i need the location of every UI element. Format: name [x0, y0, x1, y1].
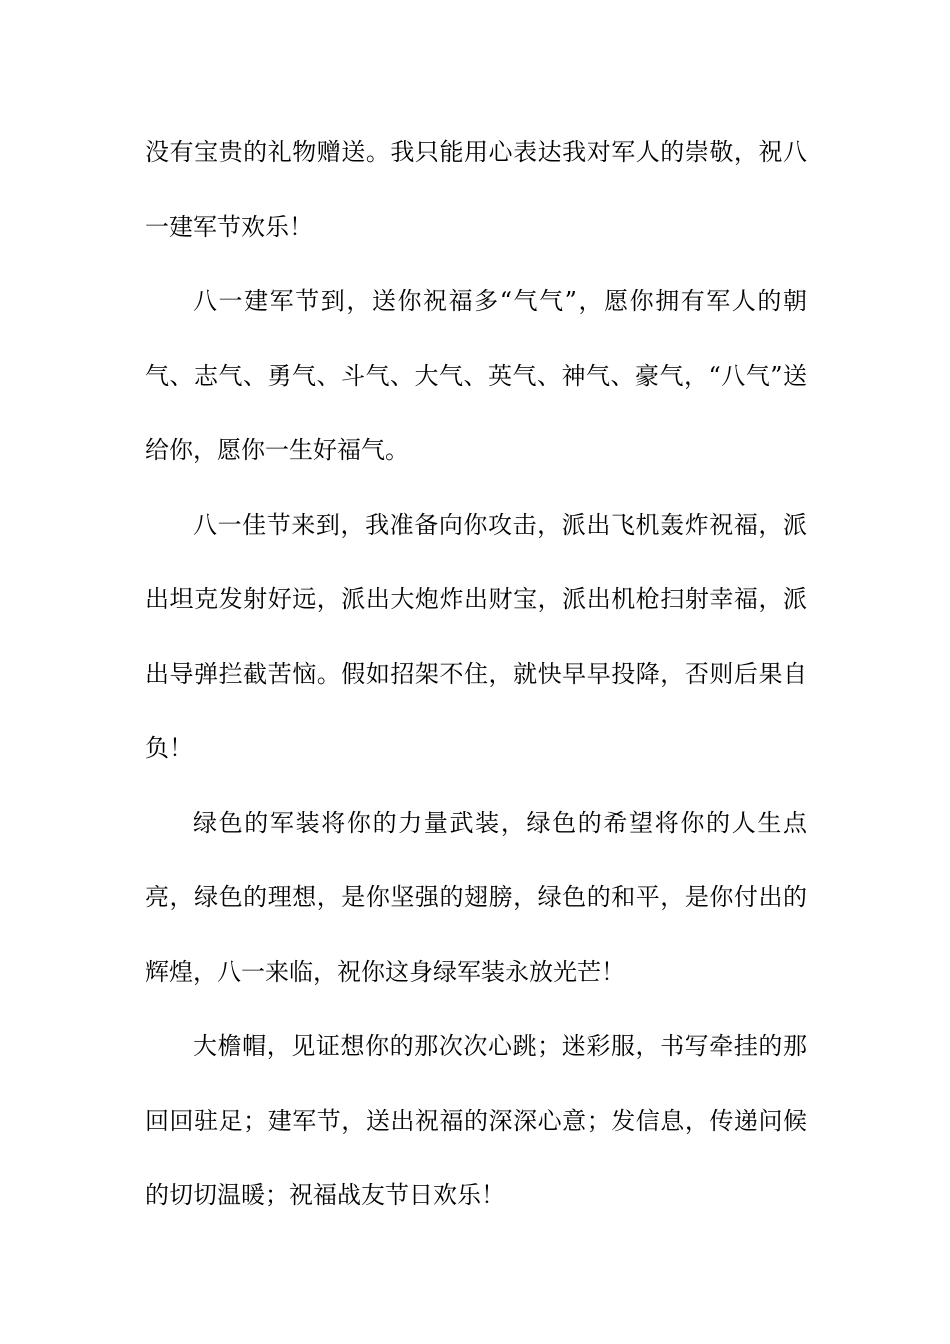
paragraph-2: 八一建军节到，送你祝福多“气气”，愿你拥有军人的朝气、志气、勇气、斗气、大气、英气、神气、豪气，“八气”送给你，愿你一生好福气。	[145, 287, 807, 464]
document-body	[145, 115, 807, 1233]
paragraph-4: 绿色的军装将你的力量武装，绿色的希望将你的人生点亮，绿色的理想，是你坚强的翅膀，绿色的和平，是你付出的辉煌，八一来临，祝你这身绿军装永放光芒！	[145, 808, 807, 986]
paragraph-1: 没有宝贵的礼物赠送。我只能用心表达我对军人的崇敬，祝八一建军节欢乐！	[145, 138, 807, 241]
paragraph-5: 大檐帽，见证想你的那次次心跳；迷彩服，书写牵挂的那回回驻足；建军节，送出祝福的深深心意；发信息，传递问候的切切温暖；祝福战友节日欢乐！	[145, 1032, 807, 1209]
paragraph-3: 八一佳节来到，我准备向你攻击，派出飞机轰炸祝福，派出坦克发射好远，派出大炮炸出财宝，派出机枪扫射幸福，派出导弹拦截苦恼。假如招架不住，就快早早投降，否则后果自负！	[145, 510, 807, 762]
